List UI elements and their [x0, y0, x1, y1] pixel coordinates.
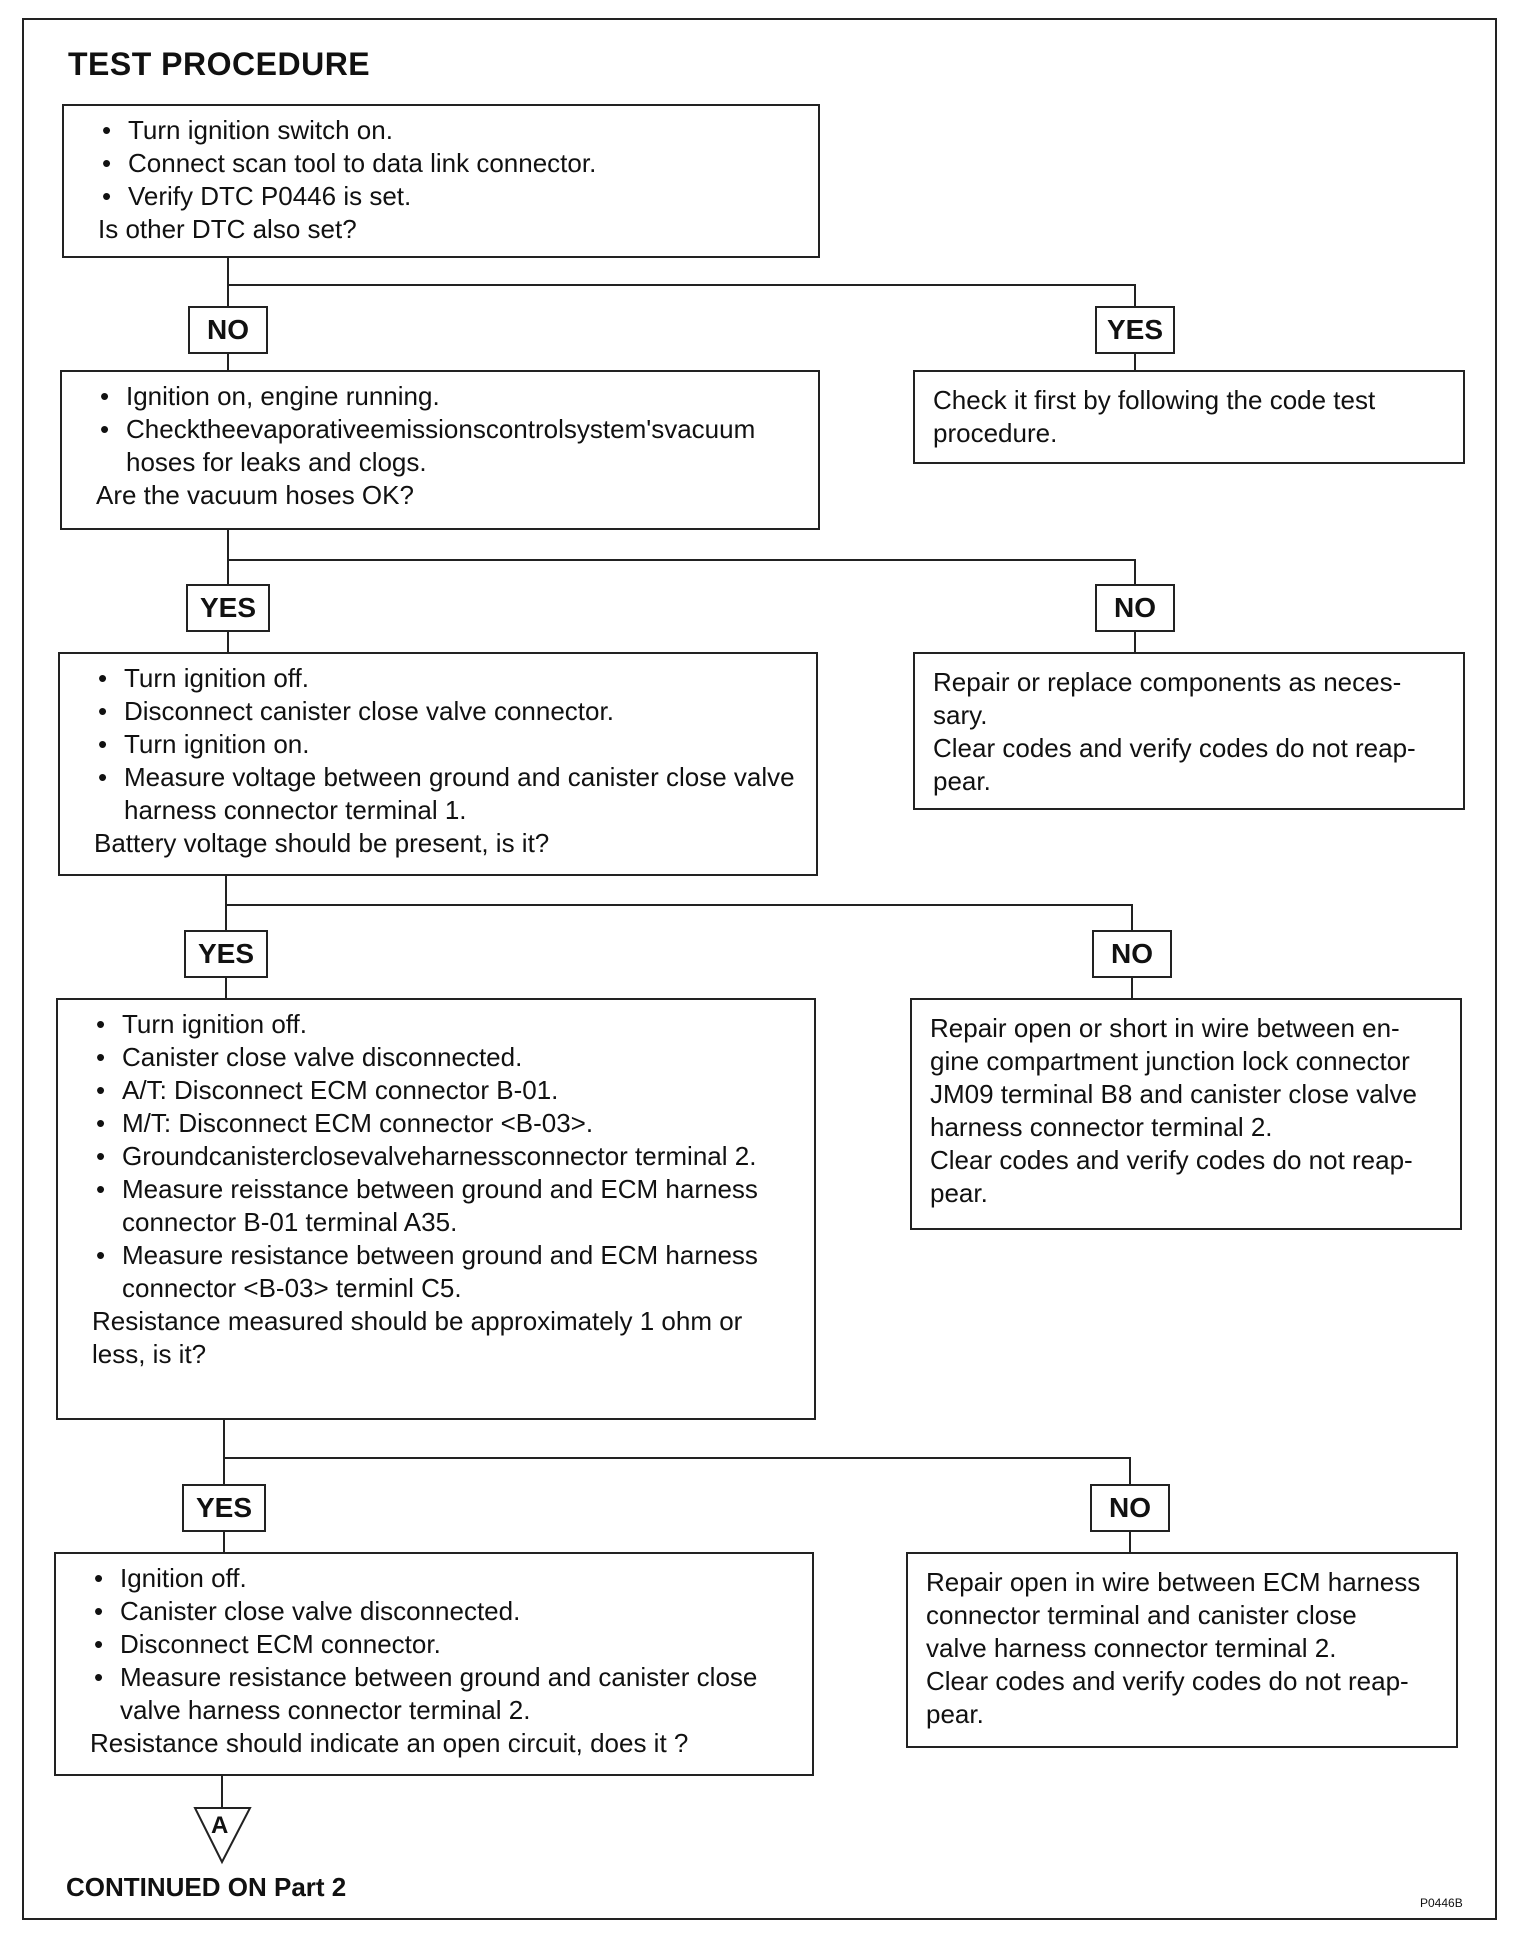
step1-yes-label: YES	[1095, 306, 1175, 354]
step1-bullet-1: • Turn ignition switch on.	[98, 114, 804, 147]
step4-bullet-1: • Turn ignition off.	[92, 1008, 800, 1041]
step1-bullet-2: • Connect scan tool to data link connector.	[98, 147, 804, 180]
continued-note: CONTINUED ON Part 2	[66, 1872, 347, 1902]
step3-bullet-3: • Turn ignition on.	[94, 728, 802, 761]
step2-yes-label: YES	[186, 584, 270, 632]
step4-yes-label: YES	[182, 1484, 266, 1532]
step3-box	[58, 652, 818, 876]
step3-bullet-2: • Disconnect canister close valve connector.	[94, 695, 802, 728]
step4-bullet-6: • Measure reisstance between ground and ECM harness connector B-01 terminal A35.	[92, 1173, 800, 1239]
step1-box	[62, 104, 820, 258]
step4-bullet-4: • M/T: Disconnect ECM connector <B-03>.	[92, 1107, 800, 1140]
step3-side-line-3: JM09 terminal B8 and canister close valve	[930, 1079, 1418, 1109]
step3-side-line-4: harness connector terminal 2.	[930, 1112, 1273, 1142]
step2-no-label: NO	[1095, 584, 1175, 632]
step1-no-label: NO	[188, 306, 268, 354]
step5-bullet-3: • Disconnect ECM connector.	[90, 1628, 798, 1661]
step2-side-box	[913, 652, 1465, 810]
step4-bullet-2: • Canister close valve disconnected.	[92, 1041, 800, 1074]
step2-bullet-2: • Checktheevaporativeemissionscontrolsystem'svacuum hoses for leaks and clogs.	[96, 413, 804, 479]
step4-side-line-1: Repair open in wire between ECM harness	[926, 1567, 1421, 1597]
step2-question: Are the vacuum hoses OK?	[96, 480, 414, 510]
step4-box	[56, 998, 816, 1420]
step4-no-label: NO	[1090, 1484, 1170, 1532]
page-title: TEST PROCEDURE	[68, 46, 371, 82]
step1-side-line-2: procedure.	[933, 418, 1058, 448]
step3-side-line-1: Repair open or short in wire between en-	[930, 1013, 1400, 1043]
step4-bullet-7: • Measure resistance between ground and ECM harness connector <B-03> terminl C5.	[92, 1239, 800, 1305]
wire-step1-right	[228, 285, 1135, 308]
step2-side-line-3: Clear codes and verify codes do not reap-	[933, 733, 1416, 763]
step4-side-line-3: valve harness connector terminal 2.	[926, 1633, 1337, 1663]
step3-yes-label: YES	[184, 930, 268, 978]
step5-box	[54, 1552, 814, 1776]
step4-bullet-3: • A/T: Disconnect ECM connector B-01.	[92, 1074, 800, 1107]
step4-side-box	[906, 1552, 1458, 1748]
step4-side-line-2: connector terminal and canister close	[926, 1600, 1357, 1630]
step2-bullet-1: • Ignition on, engine running.	[96, 380, 804, 413]
step4-side-line-5: pear.	[926, 1699, 984, 1729]
connector-label: A	[211, 1812, 229, 1839]
step4-side-line-4: Clear codes and verify codes do not reap-	[926, 1666, 1409, 1696]
step3-side-line-5: Clear codes and verify codes do not reap-	[930, 1145, 1413, 1175]
step1-side-box	[913, 370, 1465, 464]
step2-side-line-2: sary.	[933, 700, 988, 730]
step1-bullet-3: • Verify DTC P0446 is set.	[98, 180, 804, 213]
step5-bullet-1: • Ignition off.	[90, 1562, 798, 1595]
step4-bullet-5: • Groundcanisterclosevalveharnessconnector terminal 2.	[92, 1140, 800, 1173]
wire-step3-right	[226, 905, 1132, 930]
step5-question: Resistance should indicate an open circuit, does it ?	[90, 1728, 689, 1758]
step3-bullet-4: • Measure voltage between ground and canister close valve harness connector terminal 1.	[94, 761, 802, 827]
wire-step4-right	[224, 1458, 1130, 1484]
step5-bullet-2: • Canister close valve disconnected.	[90, 1595, 798, 1628]
step3-question: Battery voltage should be present, is it?	[94, 828, 550, 858]
step3-side-line-6: pear.	[930, 1178, 988, 1208]
step4-question: Resistance measured should be approximately 1 ohm or less, is it?	[92, 1306, 743, 1369]
figure-code: P0446B	[1420, 1896, 1463, 1910]
wire-step2-right	[228, 560, 1135, 584]
step1-question: Is other DTC also set?	[98, 214, 357, 244]
step3-side-box	[910, 998, 1462, 1230]
step3-bullet-1: • Turn ignition off.	[94, 662, 802, 695]
step3-no-label: NO	[1092, 930, 1172, 978]
step3-side-line-2: gine compartment junction lock connector	[930, 1046, 1410, 1076]
step5-bullet-4: • Measure resistance between ground and canister close valve harness connector terminal 2.	[90, 1661, 798, 1727]
step1-side-line-1: Check it first by following the code test	[933, 385, 1376, 415]
step2-side-line-1: Repair or replace components as neces-	[933, 667, 1402, 697]
step2-box	[60, 370, 820, 530]
step2-side-line-4: pear.	[933, 766, 991, 796]
